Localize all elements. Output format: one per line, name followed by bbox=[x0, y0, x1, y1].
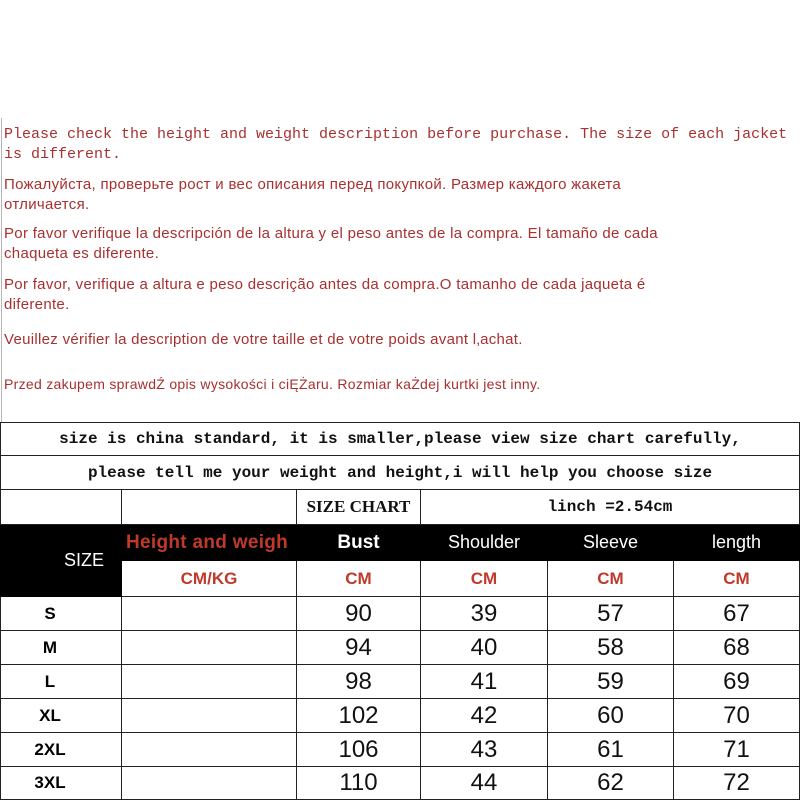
size-label: 3XL bbox=[0, 767, 122, 800]
sleeve-value: 62 bbox=[548, 767, 674, 800]
table-row bbox=[0, 699, 800, 733]
notice-line: Veuillez vérifier la description de votre taille et de votre poids avant l‚achat. bbox=[4, 331, 523, 348]
header-length: length bbox=[674, 525, 800, 561]
table-row bbox=[0, 597, 800, 631]
shoulder-value: 42 bbox=[421, 699, 548, 733]
notice-line: отличается. bbox=[4, 196, 90, 213]
unit-height-weight: CM/KG bbox=[122, 561, 297, 597]
notice-line: Przed zakupem sprawdŹ opis wysokości i ciĘŻaru. Rozmiar kaŻdej kurtki jest inny. bbox=[4, 376, 541, 392]
empty-cell bbox=[0, 490, 122, 525]
notice-french bbox=[4, 330, 523, 350]
banner-row bbox=[0, 422, 800, 456]
bust-value: 94 bbox=[297, 631, 421, 665]
bust-value: 90 bbox=[297, 597, 421, 631]
size-label: 2XL bbox=[0, 733, 122, 767]
table-header bbox=[0, 525, 800, 597]
notice-line: Por favor verifique la descripción de la altura y el peso antes de la compra. El tamaño de cada bbox=[4, 225, 658, 242]
size-label: S bbox=[0, 597, 122, 631]
table-row bbox=[0, 767, 800, 800]
shoulder-value: 41 bbox=[421, 665, 548, 699]
size-label: M bbox=[0, 631, 122, 665]
length-value: 71 bbox=[674, 733, 800, 767]
china-standard-note: size is china standard, it is smaller,please view size chart carefully, bbox=[0, 422, 800, 456]
table-row bbox=[0, 733, 800, 767]
notice-english bbox=[4, 125, 787, 165]
bust-value: 110 bbox=[297, 767, 421, 800]
notice-portuguese bbox=[4, 275, 646, 315]
shoulder-value: 40 bbox=[421, 631, 548, 665]
size-table bbox=[0, 422, 800, 800]
header-size: SIZE bbox=[0, 525, 122, 597]
unit-sleeve: CM bbox=[548, 561, 674, 597]
unit-shoulder: CM bbox=[421, 561, 548, 597]
chart-title-row bbox=[0, 490, 800, 525]
notice-line: Please check the height and weight description before purchase. The size of each jacket bbox=[4, 126, 788, 143]
notice-line: Por favor, verifique a altura e peso descrição antes da compra.O tamanho de cada jaqueta é bbox=[4, 276, 646, 293]
shoulder-value: 44 bbox=[421, 767, 548, 800]
length-value: 72 bbox=[674, 767, 800, 800]
header-sleeve: Sleeve bbox=[548, 525, 674, 561]
notice-line: is different. bbox=[4, 146, 122, 163]
sleeve-value: 59 bbox=[548, 665, 674, 699]
empty-cell bbox=[122, 490, 297, 525]
notice-line: diferente. bbox=[4, 296, 70, 313]
header-height-weight: Height and weigh bbox=[122, 525, 297, 561]
notice-line: Пожалуйста, проверьте рост и вес описания перед покупкой. Размер каждого жакета bbox=[4, 176, 621, 193]
header-shoulder: Shoulder bbox=[421, 525, 548, 561]
notice-frame-line bbox=[1, 118, 2, 422]
bust-value: 106 bbox=[297, 733, 421, 767]
size-chart-label: SIZE CHART bbox=[297, 490, 421, 525]
notice-spanish bbox=[4, 224, 658, 264]
inch-conversion-note: linch =2.54cm bbox=[421, 490, 800, 525]
choose-size-note: please tell me your weight and height,i will help you choose size bbox=[0, 456, 800, 490]
notice-polish bbox=[4, 374, 540, 394]
header-bust: Bust bbox=[297, 525, 421, 561]
unit-bust: CM bbox=[297, 561, 421, 597]
table-row bbox=[0, 631, 800, 665]
size-label: L bbox=[0, 665, 122, 699]
bust-value: 98 bbox=[297, 665, 421, 699]
height-weight-cell bbox=[122, 597, 297, 631]
shoulder-value: 43 bbox=[421, 733, 548, 767]
bust-value: 102 bbox=[297, 699, 421, 733]
shoulder-value: 39 bbox=[421, 597, 548, 631]
size-label: XL bbox=[0, 699, 122, 733]
height-weight-cell bbox=[122, 665, 297, 699]
length-value: 70 bbox=[674, 699, 800, 733]
sleeve-value: 57 bbox=[548, 597, 674, 631]
height-weight-cell bbox=[122, 733, 297, 767]
height-weight-cell bbox=[122, 631, 297, 665]
sleeve-value: 58 bbox=[548, 631, 674, 665]
sleeve-value: 60 bbox=[548, 699, 674, 733]
length-value: 68 bbox=[674, 631, 800, 665]
notice-russian bbox=[4, 175, 621, 215]
height-weight-cell bbox=[122, 699, 297, 733]
banner-row bbox=[0, 456, 800, 490]
length-value: 69 bbox=[674, 665, 800, 699]
height-weight-cell bbox=[122, 767, 297, 800]
notice-line: chaqueta es diferente. bbox=[4, 245, 160, 262]
unit-length: CM bbox=[674, 561, 800, 597]
sleeve-value: 61 bbox=[548, 733, 674, 767]
length-value: 67 bbox=[674, 597, 800, 631]
table-row bbox=[0, 665, 800, 699]
